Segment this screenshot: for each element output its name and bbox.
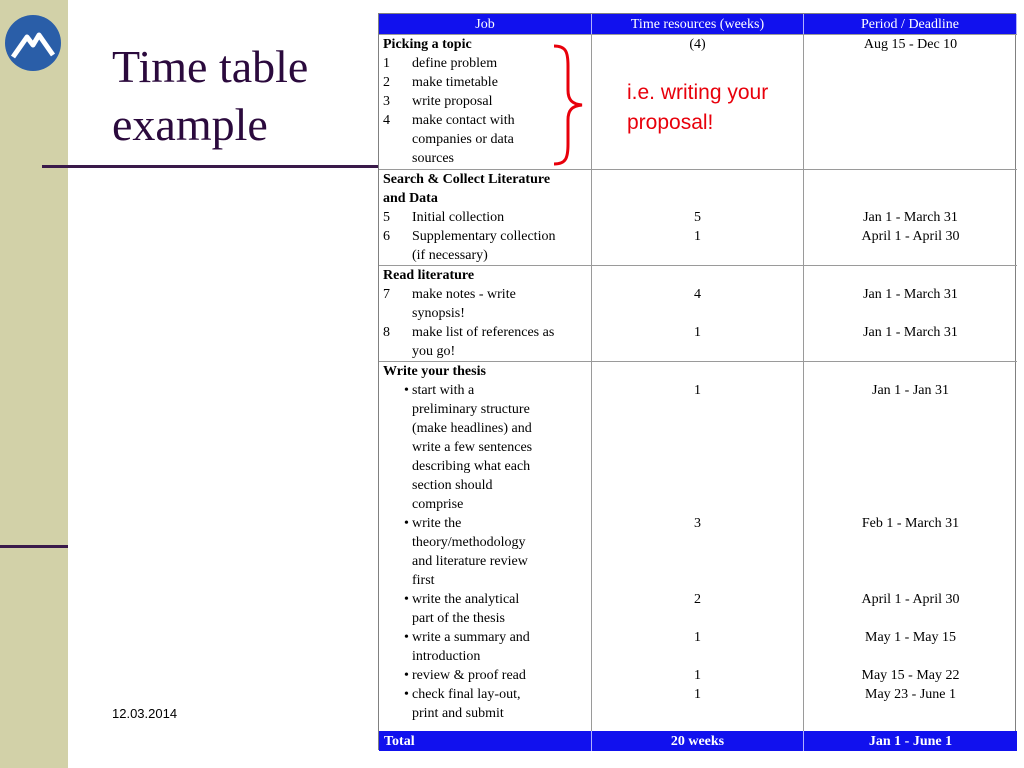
item-text: write a few sentences	[412, 440, 533, 455]
item-text: make contact with	[412, 113, 515, 128]
list-item	[383, 323, 587, 361]
item-text: part of the thesis	[412, 611, 505, 626]
header-period: Period / Deadline	[804, 14, 1017, 34]
bullet-icon: •	[404, 383, 409, 398]
section-title: and Data	[383, 191, 438, 206]
time-cell	[592, 265, 804, 361]
list-item	[383, 227, 587, 265]
period-value: April 1 - April 30	[861, 229, 960, 244]
time-cell	[592, 169, 804, 265]
list-item	[383, 208, 587, 227]
annotation-note	[627, 78, 768, 138]
period-value: Feb 1 - March 31	[861, 516, 960, 531]
bullet-icon: •	[404, 668, 409, 683]
list-item	[383, 666, 587, 685]
item-number: 7	[383, 287, 390, 302]
item-text: start with a	[412, 383, 475, 398]
bullet-icon: •	[404, 630, 409, 645]
item-text: section should	[412, 478, 493, 493]
item-number: 3	[383, 94, 390, 109]
item-text: make notes - write	[412, 287, 516, 302]
item-text: companies or data	[412, 132, 514, 147]
period-value: May 1 - May 15	[865, 630, 956, 645]
list-item	[383, 381, 587, 514]
job-cell	[379, 361, 592, 731]
item-text: write proposal	[412, 94, 493, 109]
header-time: Time resources (weeks)	[592, 14, 804, 34]
item-number: 8	[383, 325, 390, 340]
time-value: 5	[694, 210, 701, 225]
bullet-icon: •	[404, 592, 409, 607]
time-value: 1	[694, 630, 701, 645]
time-value: 1	[694, 687, 701, 702]
item-text: Supplementary collection	[412, 229, 556, 244]
sidebar-divider	[0, 545, 68, 548]
header-job: Job	[379, 14, 592, 34]
title-line: Time table	[112, 41, 309, 92]
title-divider	[42, 165, 378, 168]
item-text: sources	[412, 151, 454, 166]
section-title: Picking a topic	[383, 37, 472, 52]
period-value: Jan 1 - March 31	[863, 287, 958, 302]
bullet-icon: •	[404, 516, 409, 531]
period-cell	[804, 169, 1017, 265]
item-text: print and submit	[412, 706, 504, 721]
annotation-line: i.e. writing your	[627, 81, 769, 104]
time-value: 1	[694, 383, 701, 398]
item-text: review & proof read	[412, 668, 526, 683]
item-text: you go!	[412, 344, 456, 359]
sidebar-band	[0, 0, 68, 768]
time-value: (4)	[689, 37, 706, 52]
period-value: Jan 1 - March 31	[863, 325, 958, 340]
annotation-line: proposal!	[627, 111, 714, 134]
section-title: Write your thesis	[383, 364, 486, 379]
time-value: 4	[694, 287, 701, 302]
mountain-logo-icon	[5, 15, 61, 71]
period-value: April 1 - April 30	[861, 592, 960, 607]
total-label: Total	[379, 731, 592, 751]
time-cell	[592, 361, 804, 731]
time-value: 3	[694, 516, 701, 531]
period-value: Jan 1 - Jan 31	[872, 383, 949, 398]
list-item	[383, 285, 587, 323]
item-number: 4	[383, 113, 390, 128]
time-value: 1	[694, 668, 701, 683]
item-text: (make headlines) and	[412, 421, 532, 436]
job-cell	[379, 265, 592, 361]
section-title: Search & Collect Literature	[383, 172, 551, 187]
title-line: example	[112, 99, 268, 150]
time-value: 2	[694, 592, 701, 607]
item-text: introduction	[412, 649, 481, 664]
period-value: Jan 1 - March 31	[863, 210, 958, 225]
slide-date: 12.03.2014	[112, 706, 178, 721]
item-text: define problem	[412, 56, 498, 71]
section-title: Read literature	[383, 268, 475, 283]
item-text: first	[412, 573, 435, 588]
total-period: Jan 1 - June 1	[804, 731, 1017, 751]
item-text: Initial collection	[412, 210, 505, 225]
item-text: check final lay-out,	[412, 687, 521, 702]
item-text: and literature review	[412, 554, 528, 569]
list-item	[383, 590, 587, 628]
total-time: 20 weeks	[592, 731, 804, 751]
right-brace-icon	[550, 42, 590, 168]
item-text: write the analytical	[412, 592, 520, 607]
item-text: make list of references as	[412, 325, 555, 340]
item-text: comprise	[412, 497, 464, 512]
item-number: 5	[383, 210, 390, 225]
period-cell	[804, 34, 1017, 169]
job-cell	[379, 169, 592, 265]
period-value: May 15 - May 22	[861, 668, 960, 683]
period-value: May 23 - June 1	[865, 687, 956, 702]
list-item	[383, 685, 587, 723]
period-value: Aug 15 - Dec 10	[863, 37, 958, 52]
item-text: make timetable	[412, 75, 498, 90]
item-text: synopsis!	[412, 306, 465, 321]
bullet-icon: •	[404, 687, 409, 702]
page-title	[112, 38, 308, 154]
list-item	[383, 628, 587, 666]
item-text: theory/methodology	[412, 535, 526, 550]
item-number: 1	[383, 56, 390, 71]
time-value: 1	[694, 229, 701, 244]
time-value: 1	[694, 325, 701, 340]
item-number: 2	[383, 75, 390, 90]
item-text: write the	[412, 516, 462, 531]
item-text: describing what each	[412, 459, 531, 474]
list-item	[383, 514, 587, 590]
item-text: preliminary structure	[412, 402, 530, 417]
period-cell	[804, 265, 1017, 361]
item-text: (if necessary)	[412, 248, 488, 263]
item-number: 6	[383, 229, 390, 244]
period-cell	[804, 361, 1017, 731]
item-text: write a summary and	[412, 630, 530, 645]
